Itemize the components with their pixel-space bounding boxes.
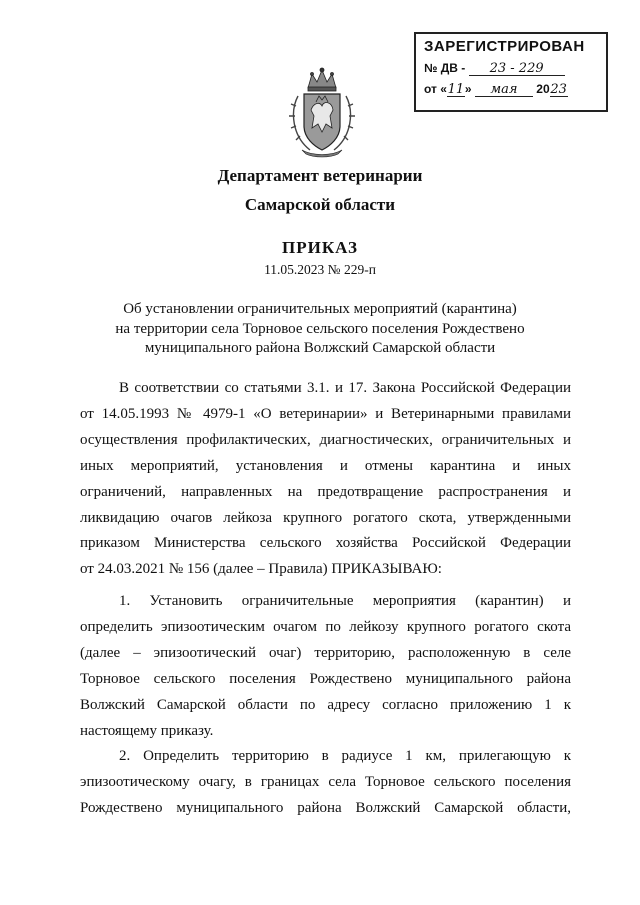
paragraph-line: эпизоотическому очагу, в границах села Торновое сельского поселения	[80, 773, 571, 790]
subject-line: на территории села Торновое сельского поселения Рождествено	[115, 320, 525, 337]
stamp-number-value: 23 - 229	[469, 62, 565, 76]
document-subject	[0, 300, 640, 359]
paragraph-line: ликвидацию очагов лейкоза крупного рогатого скота, утвержденными	[80, 509, 571, 526]
paragraph-line: настоящему приказу.	[80, 722, 214, 739]
paragraph-line: приказом Министерства сельского хозяйства Российской Федерации	[80, 535, 571, 552]
stamp-date-mid: »	[464, 82, 472, 96]
stamp-number-label: № ДВ -	[424, 61, 466, 75]
crown-icon	[308, 68, 336, 91]
paragraph-line: 2. Определить территорию в радиусе 1 км, прилегающую к	[119, 748, 571, 764]
paragraph-line: от 24.03.2021 № 156 (далее – Правила) ПРИКАЗЫВАЮ:	[80, 561, 442, 578]
stamp-title: ЗАРЕГИСТРИРОВАН	[424, 38, 585, 55]
subject-line: Об установлении ограничительных мероприятий (карантина)	[123, 301, 517, 317]
paragraph-line: Рождествено муниципального района Волжский Самарской области,	[80, 799, 571, 816]
paragraph-line: ограничений, направленных на предотвращение распространения и	[80, 483, 571, 500]
ribbon-icon	[302, 150, 342, 157]
stamp-year-prefix: 20	[536, 82, 550, 96]
stamp-year-suffix: 23	[550, 82, 567, 97]
stamp-number-row	[424, 61, 598, 76]
stamp-date-row	[424, 82, 598, 97]
coat-of-arms-emblem	[286, 66, 358, 158]
paragraph-line: В соответствии со статьями 3.1. и 17. Закона Российской Федерации	[119, 380, 571, 396]
item-2-paragraph	[80, 744, 571, 822]
paragraph-line: определить эпизоотическим очагом по лейкозу крупного рогатого скота	[80, 618, 571, 635]
shield-icon	[304, 94, 340, 150]
registration-stamp	[414, 32, 608, 112]
paragraph-line: (далее – эпизоотический очаг) территорию, расположенную в селе	[80, 644, 571, 661]
preamble-paragraph	[80, 376, 571, 583]
org-name-line2: Самарской области	[244, 195, 396, 214]
stamp-date-prefix: от «	[424, 82, 447, 96]
paragraph-line: 1. Установить ограничительные мероприятия (карантин) и	[119, 593, 571, 609]
paragraph-line: иных мероприятий, установления и отмены карантина и иных	[80, 457, 571, 474]
item-1-paragraph	[80, 589, 571, 744]
stamp-day: 11	[447, 82, 465, 97]
paragraph-line: от 14.05.1993 № 4979-1 «О ветеринарии» и Ветеринарными правилами	[80, 405, 571, 422]
document-type: ПРИКАЗ	[282, 238, 358, 257]
subject-line: муниципального района Волжский Самарской области	[144, 340, 496, 356]
paragraph-line: Торновое сельского поселения Рождествено муниципального района	[80, 670, 571, 687]
paragraph-line: Волжский Самарской области по адресу согласно приложению 1 к	[80, 696, 571, 713]
org-name-line1: Департамент ветеринарии	[217, 166, 423, 185]
stamp-month: мая	[475, 83, 533, 97]
document-date-number: 11.05.2023 № 229-п	[264, 262, 376, 277]
paragraph-line: осуществления профилактических, диагностических, ограничительных и	[80, 431, 571, 448]
